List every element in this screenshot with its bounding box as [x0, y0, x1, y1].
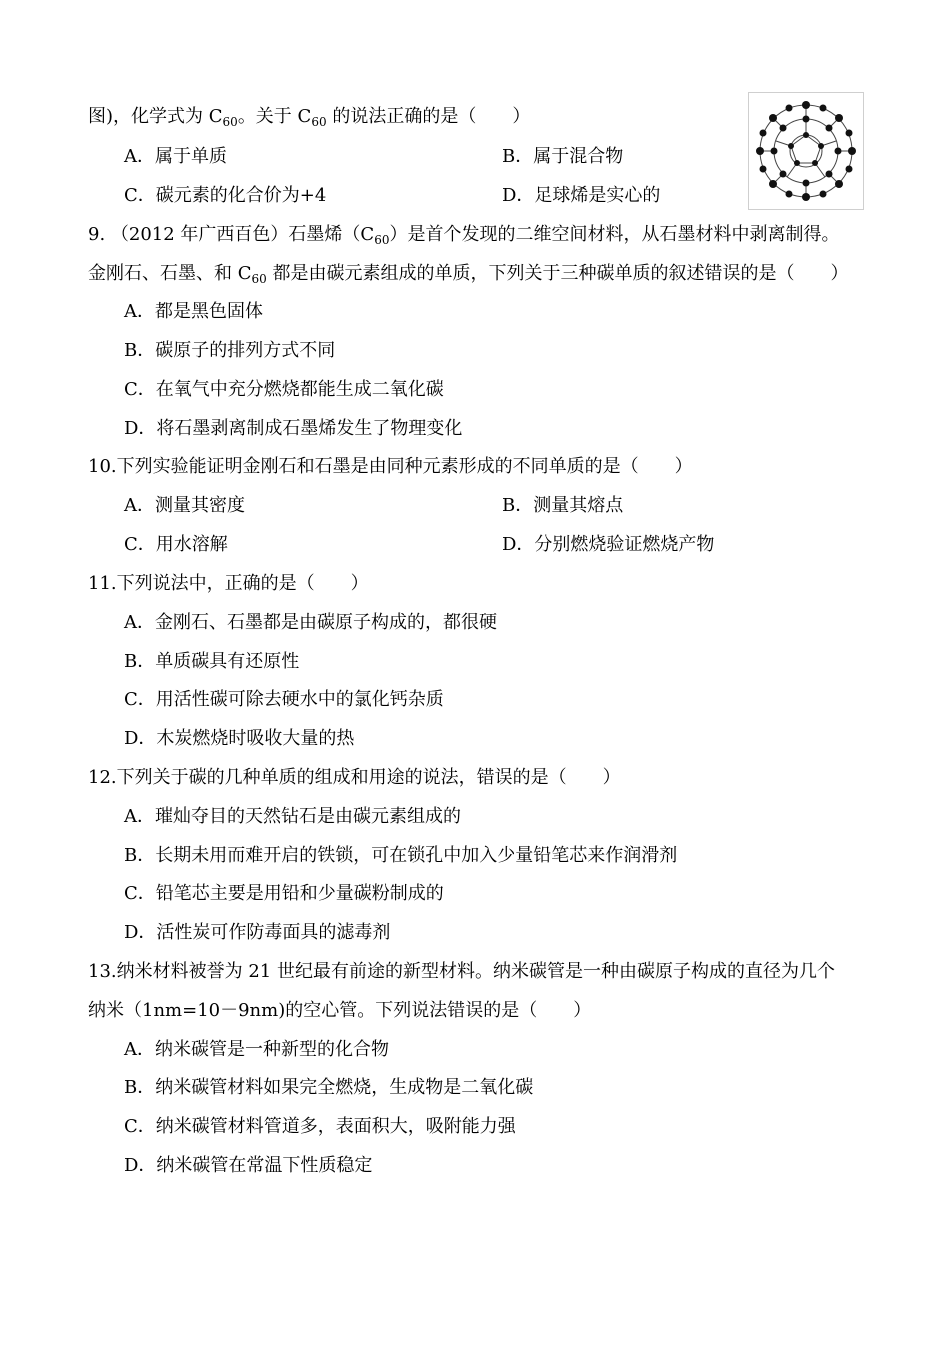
q13-option-b: B．纳米碳管材料如果完全燃烧，生成物是二氧化碳 [124, 1077, 534, 1098]
q11-option-d: D．木炭燃烧时吸收大量的热 [124, 728, 355, 749]
q8-stem-part: 的说法正确的是（ ） [326, 106, 531, 127]
q13-option-d: D．纳米碳管在常温下性质稳定 [124, 1155, 373, 1176]
q8-option-d: D．足球烯是实心的 [502, 185, 661, 206]
q11-option-b: B．单质碳具有还原性 [124, 651, 300, 672]
q11-option-a: A．金刚石、石墨都是由碳原子构成的，都很硬 [124, 612, 497, 633]
q9-stem-part: 9. （2012 年广西百色）石墨烯（C [88, 224, 375, 245]
q13-stem-line1: 13.纳米材料被誉为 21 世纪最有前途的新型材料。纳米碳管是一种由碳原子构成的直径为几个 [88, 961, 835, 982]
c60-molecule-figure [748, 92, 864, 210]
q13-stem-line2: 纳米（1nm=10－9nm)的空心管。下列说法错误的是（ ） [88, 1000, 592, 1021]
subscript: 60 [222, 115, 238, 129]
q9-option-b: B．碳原子的排列方式不同 [124, 340, 336, 361]
q11-stem: 11.下列说法中，正确的是（ ） [88, 573, 369, 594]
c60-molecule-drawing [749, 93, 863, 209]
q9-option-d: D．将石墨剥离制成石墨烯发生了物理变化 [124, 418, 463, 439]
q8-stem-part: 。关于 C [237, 106, 312, 127]
q10-stem: 10.下列实验能证明金刚石和石墨是由同种元素形成的不同单质的是（ ） [88, 456, 693, 477]
q9-option-c: C．在氧气中充分燃烧都能生成二氧化碳 [124, 379, 444, 400]
subscript: 60 [374, 233, 390, 247]
q13-option-a: A．纳米碳管是一种新型的化合物 [124, 1039, 389, 1060]
q9-stem-part: ）是首个发现的二维空间材料，从石墨材料中剥离制得。 [389, 224, 840, 245]
q12-option-a: A．璀灿夺目的天然钻石是由碳元素组成的 [124, 806, 461, 827]
q8-option-c: C．碳元素的化合价为+4 [124, 185, 327, 206]
q10-option-a: A．测量其密度 [124, 495, 245, 516]
q11-option-c: C．用活性碳可除去硬水中的氯化钙杂质 [124, 689, 444, 710]
q13-option-c: C．纳米碳管材料管道多，表面积大，吸附能力强 [124, 1116, 516, 1137]
q10-option-b: B．测量其熔点 [502, 495, 624, 516]
q8-option-b: B．属于混合物 [502, 146, 624, 167]
q12-option-b: B．长期未用而难开启的铁锁，可在锁孔中加入少量铅笔芯来作润滑剂 [124, 845, 678, 866]
q9-stem-line2 [88, 262, 849, 286]
q10-option-c: C．用水溶解 [124, 534, 228, 555]
subscript: 60 [251, 272, 267, 286]
q12-stem: 12.下列关于碳的几种单质的组成和用途的说法，错误的是（ ） [88, 767, 621, 788]
q9-stem-part: 金刚石、石墨、和 C [88, 263, 252, 284]
q9-option-a: A．都是黑色固体 [124, 301, 263, 322]
q12-option-c: C．铅笔芯主要是用铅和少量碳粉制成的 [124, 883, 444, 904]
q10-option-d: D．分别燃烧验证燃烧产物 [502, 534, 715, 555]
subscript: 60 [311, 115, 327, 129]
q9-stem-line1 [88, 223, 839, 247]
q8-option-a: A．属于单质 [124, 146, 227, 167]
q12-option-d: D．活性炭可作防毒面具的滤毒剂 [124, 922, 391, 943]
q8-stem-part: 图)，化学式为 C [88, 106, 223, 127]
q9-stem-part: 都是由碳元素组成的单质，下列关于三种碳单质的叙述错误的是（ ） [266, 263, 849, 284]
q8-stem [88, 105, 530, 129]
